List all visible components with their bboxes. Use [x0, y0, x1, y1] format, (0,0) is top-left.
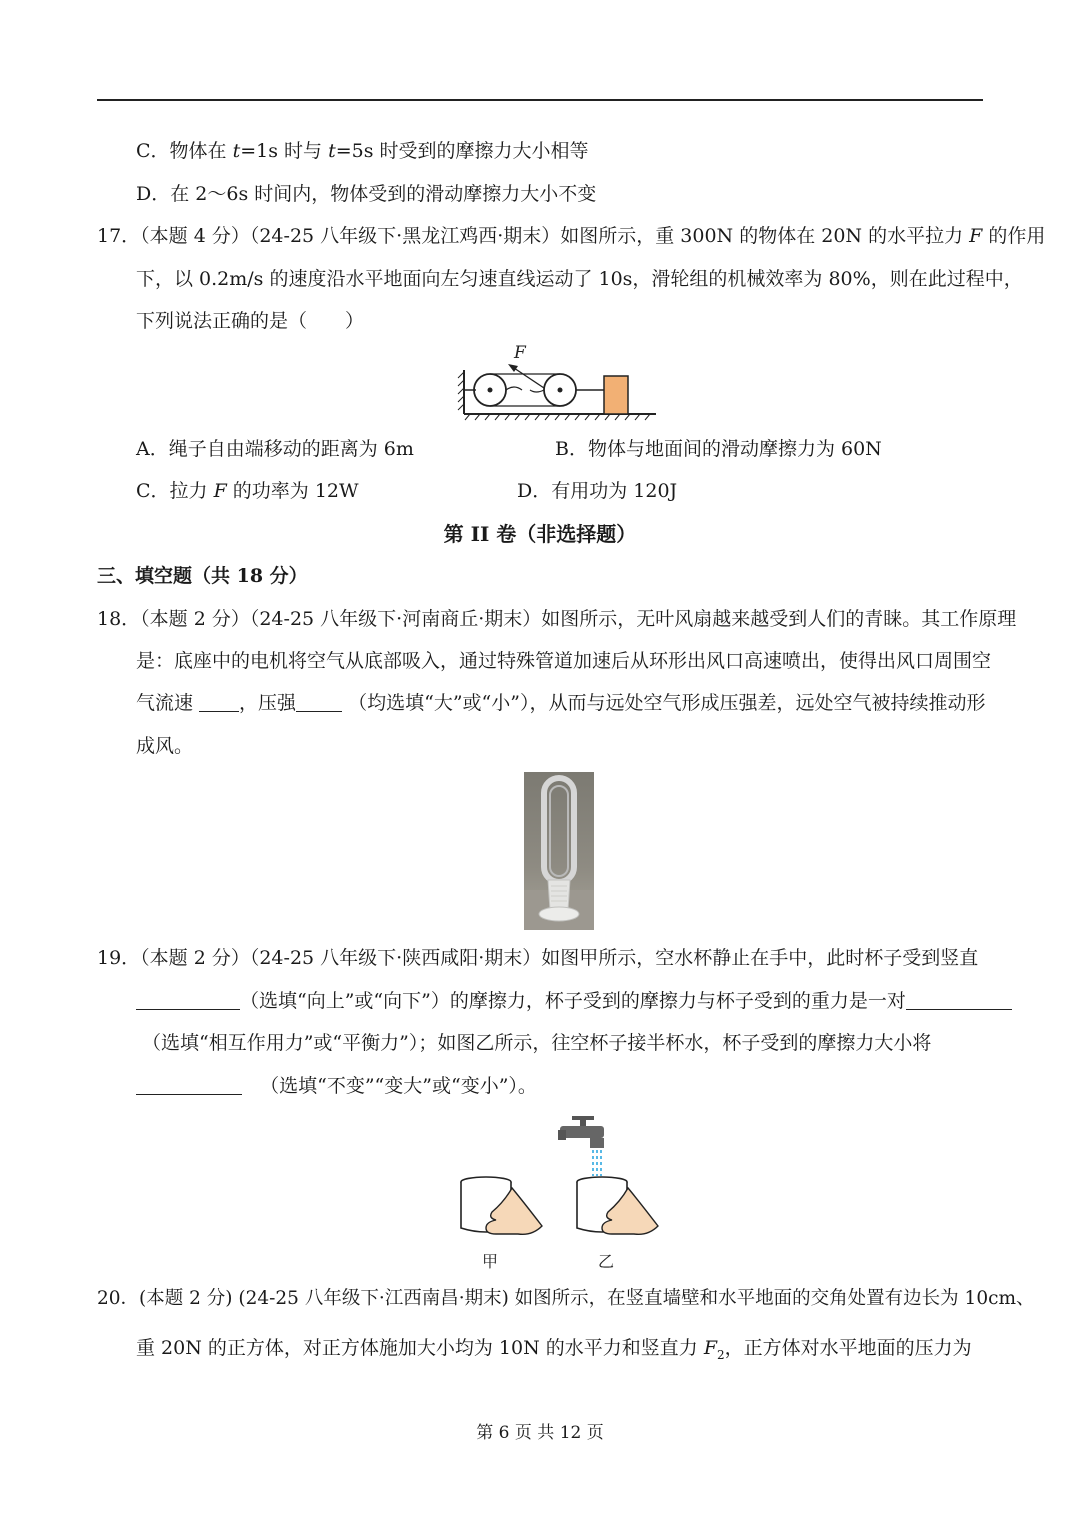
pull-rope — [514, 368, 544, 388]
q19-stem-line1: 19．（本题 2 分）（24-25 八年级下·陕西咸阳·期末）如图甲所示，空水杯静止在手中，此时杯子受到竖直 — [97, 947, 979, 969]
q17-stem-line2: 下，以 0.2m/s 的速度沿水平地面向左匀速直线运动了 10s，滑轮组的机械效率为 80%，则在此过程中， — [136, 268, 1023, 290]
q16-option-d: D．在 2～6s 时间内，物体受到的滑动摩擦力大小不变 — [136, 183, 597, 205]
q19-stem-text: （选填“向上”或“向下”）的摩擦力，杯子受到的摩擦力与杯子受到的重力是一对 — [240, 990, 906, 1012]
part-title: 三、填空题（共 18 分） — [97, 565, 308, 587]
q17-stem-text: 17．（本题 4 分）（24-25 八年级下·黑龙江鸡西·期末）如图所示，重 300N 的物体在 20N 的水平拉力 — [97, 225, 970, 247]
q18-stem-text: （均选填“大”或“小”），从而与远处空气形成压强差，远处空气被持续推动形 — [342, 692, 986, 714]
pulley-figure — [456, 340, 662, 426]
var-t: t — [328, 140, 336, 162]
q20-stem-text: ，正方体对水平地面的压力为 — [724, 1337, 972, 1359]
q17-option-d: D．有用功为 120J — [517, 480, 678, 502]
q17-stem-line3: 下列说法正确的是（ ） — [136, 310, 365, 332]
q19-stem-text: （选填“不变”“变大”或“变小”）。 — [260, 1075, 537, 1097]
cups-figure — [452, 1110, 662, 1274]
q18-stem-line1: 18．（本题 2 分）（24-25 八年级下·河南商丘·期末）如图所示，无叶风扇越来越受到人们的青睐。其工作原理 — [97, 608, 1017, 630]
q17-option-a: A．绳子自由端移动的距离为 6m — [136, 438, 414, 460]
q18-stem-line2: 是：底座中的电机将空气从底部吸入，通过特殊管道加速后从环形出风口高速喷出，使得出风口周围空 — [136, 650, 992, 672]
q17-stem-line1 — [97, 223, 1045, 249]
var-f: F — [213, 480, 227, 502]
var-f: F — [969, 225, 983, 247]
q18-stem-line3 — [136, 690, 985, 716]
q17-option-c — [136, 478, 359, 504]
q16-option-c-text: C．物体在 — [136, 140, 233, 162]
header-rule — [97, 99, 983, 101]
q16-option-c — [136, 138, 589, 164]
q20-stem-line2 — [136, 1335, 972, 1368]
q17-option-c-text: C．拉力 — [136, 480, 214, 502]
force-label: F — [514, 343, 526, 363]
q19-stem-line4 — [136, 1073, 537, 1099]
subscript: 2 — [717, 1347, 725, 1362]
q18-stem-line4: 成风。 — [136, 735, 194, 757]
fan-base — [539, 907, 579, 921]
q16-option-c-text: =1s 时与 — [240, 140, 329, 162]
bladeless-fan-photo — [524, 772, 594, 930]
faucet — [558, 1116, 604, 1148]
volume-title: 第 II 卷（非选择题） — [443, 522, 637, 546]
q20-stem-line1: 20．(本题 2 分) (24-25 八年级下·江西南昌·期末) 如图所示，在竖直墙壁和水平地面的交角处置有边长为 10cm、 — [97, 1288, 1035, 1309]
q16-option-c-text: =5s 时受到的摩擦力大小相等 — [335, 140, 589, 162]
answer-blank[interactable] — [296, 691, 342, 712]
answer-blank[interactable] — [906, 989, 1012, 1010]
page-number: 第 6 页 共 12 页 — [476, 1423, 604, 1443]
answer-blank[interactable] — [199, 691, 239, 712]
q17-option-c-text: 的功率为 12W — [226, 480, 359, 502]
answer-blank[interactable] — [136, 989, 240, 1010]
water-stream — [593, 1150, 601, 1176]
block — [604, 376, 628, 414]
q19-stem-line3: （选填“相互作用力”或“平衡力”）；如图乙所示，往空杯子接半杯水，杯子受到的摩擦力大小将 — [142, 1032, 932, 1054]
q19-stem-line2 — [136, 988, 1012, 1014]
q18-stem-text: ，压强 — [239, 692, 297, 714]
q18-stem-text: 气流速 — [136, 692, 200, 714]
figure-label-yi: 乙 — [598, 1252, 615, 1271]
q17-stem-text: 的作用 — [982, 225, 1046, 247]
var-t: t — [232, 140, 241, 162]
answer-blank[interactable] — [136, 1074, 242, 1095]
q17-option-b: B．物体与地面间的滑动摩擦力为 60N — [555, 438, 882, 460]
var-f: F — [703, 1337, 717, 1359]
force-arrow — [508, 364, 518, 372]
figure-label-jia: 甲 — [482, 1252, 499, 1271]
q20-stem-text: 重 20N 的正方体，对正方体施加大小均为 10N 的水平力和竖直力 — [136, 1337, 704, 1359]
